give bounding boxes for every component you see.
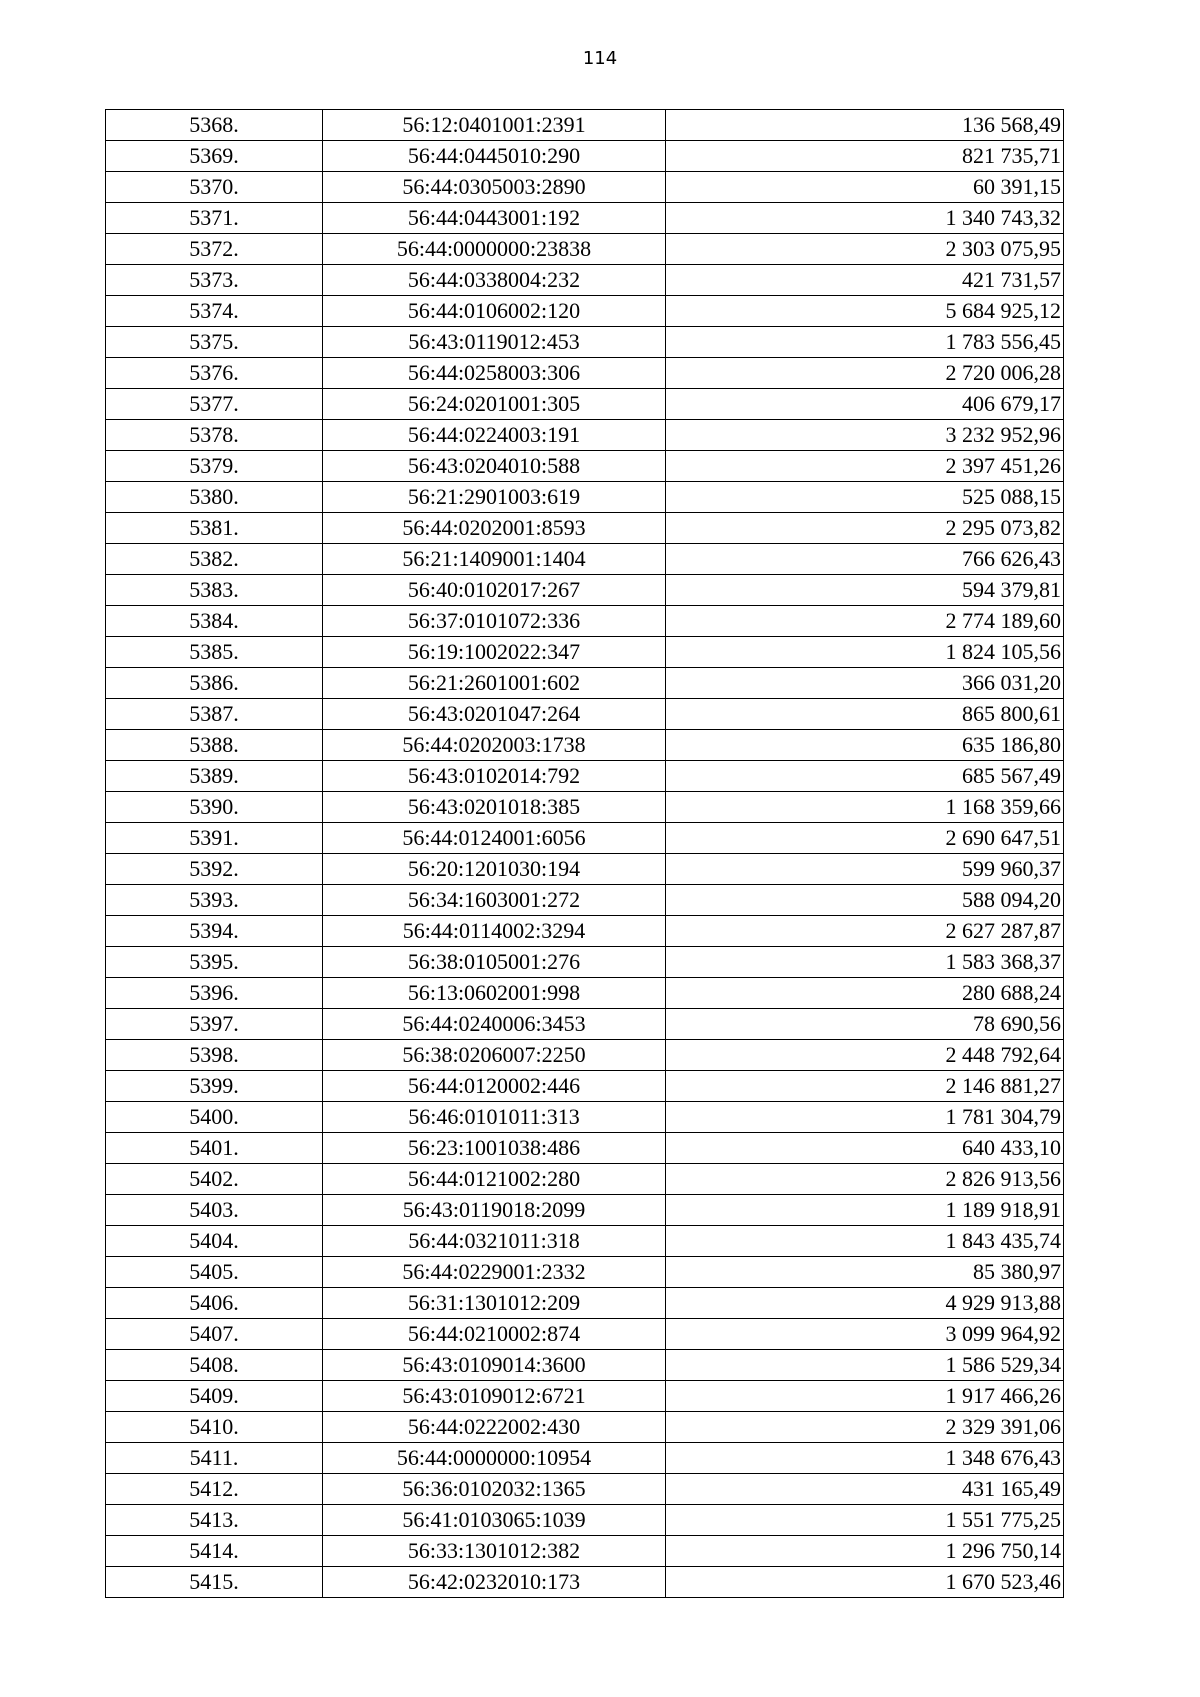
row-number-cell: 5380. — [106, 482, 323, 513]
cadastral-number-cell: 56:23:1001038:486 — [323, 1133, 666, 1164]
cadastral-number-cell: 56:20:1201030:194 — [323, 854, 666, 885]
table-row — [106, 916, 1064, 947]
cadastral-number-cell: 56:21:2601001:602 — [323, 668, 666, 699]
row-number-cell: 5376. — [106, 358, 323, 389]
table-row — [106, 1288, 1064, 1319]
row-number-cell: 5369. — [106, 141, 323, 172]
row-number-cell: 5373. — [106, 265, 323, 296]
cadastral-number-cell: 56:44:0443001:192 — [323, 203, 666, 234]
value-cell: 1 917 466,26 — [666, 1381, 1064, 1412]
cadastral-number-cell: 56:43:0119012:453 — [323, 327, 666, 358]
cadastral-number-cell: 56:40:0102017:267 — [323, 575, 666, 606]
table-row — [106, 265, 1064, 296]
table-row — [106, 575, 1064, 606]
cadastral-number-cell: 56:44:0120002:446 — [323, 1071, 666, 1102]
row-number-cell: 5396. — [106, 978, 323, 1009]
value-cell: 1 340 743,32 — [666, 203, 1064, 234]
row-number-cell: 5368. — [106, 110, 323, 141]
table-row — [106, 420, 1064, 451]
row-number-cell: 5385. — [106, 637, 323, 668]
cadastral-number-cell: 56:43:0204010:588 — [323, 451, 666, 482]
cadastral-number-cell: 56:44:0445010:290 — [323, 141, 666, 172]
table-row — [106, 389, 1064, 420]
row-number-cell: 5415. — [106, 1567, 323, 1598]
table-row — [106, 637, 1064, 668]
cadastral-number-cell: 56:44:0114002:3294 — [323, 916, 666, 947]
cadastral-number-cell: 56:43:0109014:3600 — [323, 1350, 666, 1381]
table-row — [106, 451, 1064, 482]
value-cell: 280 688,24 — [666, 978, 1064, 1009]
table-row — [106, 110, 1064, 141]
cadastral-number-cell: 56:44:0106002:120 — [323, 296, 666, 327]
row-number-cell: 5377. — [106, 389, 323, 420]
cadastral-number-cell: 56:44:0240006:3453 — [323, 1009, 666, 1040]
cadastral-number-cell: 56:44:0210002:874 — [323, 1319, 666, 1350]
cadastral-number-cell: 56:36:0102032:1365 — [323, 1474, 666, 1505]
value-cell: 594 379,81 — [666, 575, 1064, 606]
row-number-cell: 5388. — [106, 730, 323, 761]
row-number-cell: 5381. — [106, 513, 323, 544]
value-cell: 60 391,15 — [666, 172, 1064, 203]
row-number-cell: 5404. — [106, 1226, 323, 1257]
cadastral-number-cell: 56:33:1301012:382 — [323, 1536, 666, 1567]
table-row — [106, 823, 1064, 854]
cadastral-number-cell: 56:44:0224003:191 — [323, 420, 666, 451]
value-cell: 2 627 287,87 — [666, 916, 1064, 947]
cadastral-number-cell: 56:42:0232010:173 — [323, 1567, 666, 1598]
table-row — [106, 1350, 1064, 1381]
cadastral-number-cell: 56:44:0305003:2890 — [323, 172, 666, 203]
cadastral-number-cell: 56:44:0258003:306 — [323, 358, 666, 389]
cadastral-number-cell: 56:43:0119018:2099 — [323, 1195, 666, 1226]
row-number-cell: 5399. — [106, 1071, 323, 1102]
value-cell: 1 843 435,74 — [666, 1226, 1064, 1257]
table-row — [106, 358, 1064, 389]
value-cell: 640 433,10 — [666, 1133, 1064, 1164]
value-cell: 865 800,61 — [666, 699, 1064, 730]
value-cell: 78 690,56 — [666, 1009, 1064, 1040]
cadastral-number-cell: 56:24:0201001:305 — [323, 389, 666, 420]
row-number-cell: 5400. — [106, 1102, 323, 1133]
value-cell: 2 397 451,26 — [666, 451, 1064, 482]
row-number-cell: 5403. — [106, 1195, 323, 1226]
table-row — [106, 792, 1064, 823]
value-cell: 1 296 750,14 — [666, 1536, 1064, 1567]
cadastral-number-cell: 56:44:0121002:280 — [323, 1164, 666, 1195]
value-cell: 2 448 792,64 — [666, 1040, 1064, 1071]
table-row — [106, 296, 1064, 327]
cadastral-number-cell: 56:44:0000000:10954 — [323, 1443, 666, 1474]
cadastral-number-cell: 56:46:0101011:313 — [323, 1102, 666, 1133]
cadastral-number-cell: 56:44:0321011:318 — [323, 1226, 666, 1257]
table-row — [106, 699, 1064, 730]
table-row — [106, 1536, 1064, 1567]
cadastral-number-cell: 56:43:0102014:792 — [323, 761, 666, 792]
value-cell: 685 567,49 — [666, 761, 1064, 792]
value-cell: 5 684 925,12 — [666, 296, 1064, 327]
value-cell: 1 824 105,56 — [666, 637, 1064, 668]
cadastral-number-cell: 56:34:1603001:272 — [323, 885, 666, 916]
cadastral-number-cell: 56:44:0222002:430 — [323, 1412, 666, 1443]
table-row — [106, 327, 1064, 358]
cadastral-number-cell: 56:44:0124001:6056 — [323, 823, 666, 854]
row-number-cell: 5387. — [106, 699, 323, 730]
row-number-cell: 5409. — [106, 1381, 323, 1412]
table-row — [106, 1164, 1064, 1195]
row-number-cell: 5392. — [106, 854, 323, 885]
value-cell: 821 735,71 — [666, 141, 1064, 172]
value-cell: 2 146 881,27 — [666, 1071, 1064, 1102]
value-cell: 1 348 676,43 — [666, 1443, 1064, 1474]
registry-table-body — [106, 110, 1064, 1598]
row-number-cell: 5402. — [106, 1164, 323, 1195]
row-number-cell: 5374. — [106, 296, 323, 327]
table-row — [106, 1102, 1064, 1133]
value-cell: 85 380,97 — [666, 1257, 1064, 1288]
table-row — [106, 482, 1064, 513]
cadastral-number-cell: 56:21:2901003:619 — [323, 482, 666, 513]
table-row — [106, 885, 1064, 916]
table-row — [106, 1443, 1064, 1474]
table-row — [106, 544, 1064, 575]
row-number-cell: 5395. — [106, 947, 323, 978]
row-number-cell: 5382. — [106, 544, 323, 575]
value-cell: 635 186,80 — [666, 730, 1064, 761]
cadastral-number-cell: 56:38:0206007:2250 — [323, 1040, 666, 1071]
row-number-cell: 5408. — [106, 1350, 323, 1381]
row-number-cell: 5389. — [106, 761, 323, 792]
row-number-cell: 5391. — [106, 823, 323, 854]
table-row — [106, 854, 1064, 885]
cadastral-number-cell: 56:44:0229001:2332 — [323, 1257, 666, 1288]
page-number: 114 — [582, 48, 618, 69]
value-cell: 136 568,49 — [666, 110, 1064, 141]
table-row — [106, 761, 1064, 792]
table-row — [106, 1009, 1064, 1040]
value-cell: 588 094,20 — [666, 885, 1064, 916]
cadastral-number-cell: 56:44:0202003:1738 — [323, 730, 666, 761]
value-cell: 1 781 304,79 — [666, 1102, 1064, 1133]
row-number-cell: 5371. — [106, 203, 323, 234]
table-row — [106, 1319, 1064, 1350]
table-row — [106, 1195, 1064, 1226]
row-number-cell: 5379. — [106, 451, 323, 482]
row-number-cell: 5401. — [106, 1133, 323, 1164]
cadastral-number-cell: 56:37:0101072:336 — [323, 606, 666, 637]
cadastral-number-cell: 56:19:1002022:347 — [323, 637, 666, 668]
row-number-cell: 5370. — [106, 172, 323, 203]
row-number-cell: 5407. — [106, 1319, 323, 1350]
table-row — [106, 978, 1064, 1009]
cadastral-number-cell: 56:31:1301012:209 — [323, 1288, 666, 1319]
row-number-cell: 5383. — [106, 575, 323, 606]
row-number-cell: 5413. — [106, 1505, 323, 1536]
value-cell: 421 731,57 — [666, 265, 1064, 296]
table-row — [106, 1071, 1064, 1102]
value-cell: 2 826 913,56 — [666, 1164, 1064, 1195]
value-cell: 1 583 368,37 — [666, 947, 1064, 978]
cadastral-number-cell: 56:44:0338004:232 — [323, 265, 666, 296]
table-row — [106, 234, 1064, 265]
value-cell: 366 031,20 — [666, 668, 1064, 699]
registry-table — [105, 109, 1064, 1598]
table-row — [106, 172, 1064, 203]
cadastral-number-cell: 56:44:0000000:23838 — [323, 234, 666, 265]
value-cell: 3 232 952,96 — [666, 420, 1064, 451]
value-cell: 2 690 647,51 — [666, 823, 1064, 854]
table-row — [106, 730, 1064, 761]
row-number-cell: 5394. — [106, 916, 323, 947]
table-row — [106, 606, 1064, 637]
table-row — [106, 1505, 1064, 1536]
row-number-cell: 5414. — [106, 1536, 323, 1567]
cadastral-number-cell: 56:43:0109012:6721 — [323, 1381, 666, 1412]
row-number-cell: 5411. — [106, 1443, 323, 1474]
cadastral-number-cell: 56:44:0202001:8593 — [323, 513, 666, 544]
value-cell: 3 099 964,92 — [666, 1319, 1064, 1350]
value-cell: 1 783 556,45 — [666, 327, 1064, 358]
cadastral-number-cell: 56:21:1409001:1404 — [323, 544, 666, 575]
value-cell: 2 295 073,82 — [666, 513, 1064, 544]
row-number-cell: 5372. — [106, 234, 323, 265]
row-number-cell: 5390. — [106, 792, 323, 823]
row-number-cell: 5393. — [106, 885, 323, 916]
row-number-cell: 5378. — [106, 420, 323, 451]
value-cell: 1 189 918,91 — [666, 1195, 1064, 1226]
cadastral-number-cell: 56:38:0105001:276 — [323, 947, 666, 978]
table-row — [106, 668, 1064, 699]
value-cell: 599 960,37 — [666, 854, 1064, 885]
value-cell: 1 168 359,66 — [666, 792, 1064, 823]
row-number-cell: 5375. — [106, 327, 323, 358]
value-cell: 431 165,49 — [666, 1474, 1064, 1505]
value-cell: 1 586 529,34 — [666, 1350, 1064, 1381]
table-row — [106, 1381, 1064, 1412]
cadastral-number-cell: 56:43:0201047:264 — [323, 699, 666, 730]
row-number-cell: 5386. — [106, 668, 323, 699]
table-row — [106, 1412, 1064, 1443]
table-row — [106, 1133, 1064, 1164]
cadastral-number-cell: 56:43:0201018:385 — [323, 792, 666, 823]
table-row — [106, 513, 1064, 544]
value-cell: 2 774 189,60 — [666, 606, 1064, 637]
value-cell: 1 551 775,25 — [666, 1505, 1064, 1536]
table-row — [106, 1567, 1064, 1598]
row-number-cell: 5412. — [106, 1474, 323, 1505]
value-cell: 525 088,15 — [666, 482, 1064, 513]
value-cell: 766 626,43 — [666, 544, 1064, 575]
value-cell: 2 303 075,95 — [666, 234, 1064, 265]
cadastral-number-cell: 56:41:0103065:1039 — [323, 1505, 666, 1536]
cadastral-number-cell: 56:12:0401001:2391 — [323, 110, 666, 141]
row-number-cell: 5384. — [106, 606, 323, 637]
row-number-cell: 5397. — [106, 1009, 323, 1040]
table-row — [106, 1257, 1064, 1288]
value-cell: 4 929 913,88 — [666, 1288, 1064, 1319]
table-row — [106, 1226, 1064, 1257]
row-number-cell: 5398. — [106, 1040, 323, 1071]
table-row — [106, 1040, 1064, 1071]
row-number-cell: 5410. — [106, 1412, 323, 1443]
table-row — [106, 141, 1064, 172]
value-cell: 2 329 391,06 — [666, 1412, 1064, 1443]
table-row — [106, 1474, 1064, 1505]
cadastral-number-cell: 56:13:0602001:998 — [323, 978, 666, 1009]
value-cell: 1 670 523,46 — [666, 1567, 1064, 1598]
table-row — [106, 947, 1064, 978]
value-cell: 2 720 006,28 — [666, 358, 1064, 389]
row-number-cell: 5406. — [106, 1288, 323, 1319]
row-number-cell: 5405. — [106, 1257, 323, 1288]
table-row — [106, 203, 1064, 234]
value-cell: 406 679,17 — [666, 389, 1064, 420]
